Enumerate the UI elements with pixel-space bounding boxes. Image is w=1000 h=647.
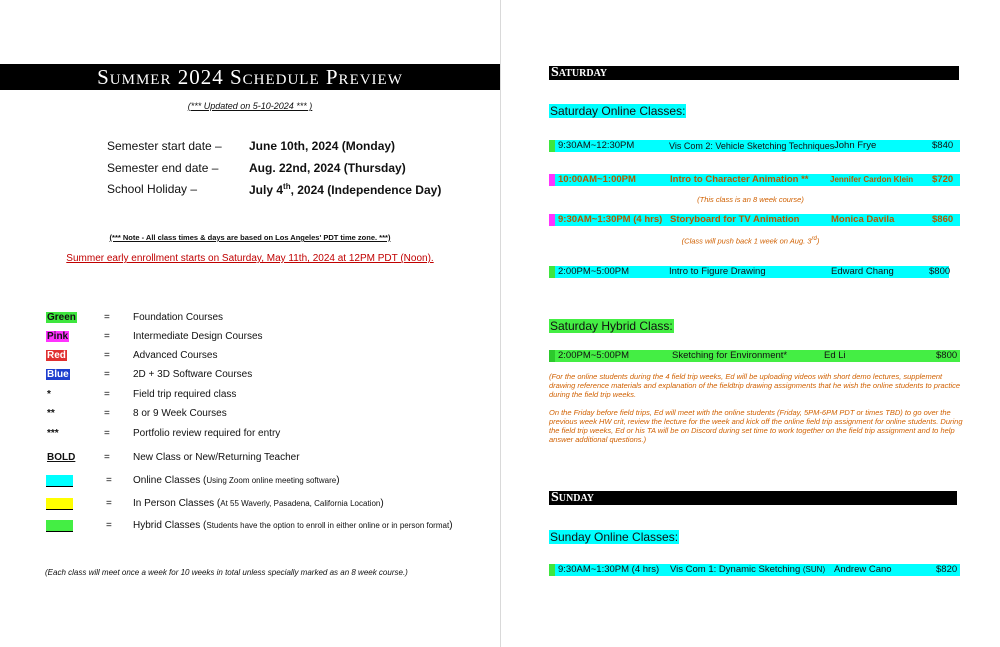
format-eq: = [106, 498, 112, 509]
class-price: $860 [932, 214, 954, 225]
legend-key-double-asterisk: ** [47, 408, 55, 419]
footnote: (Each class will meet once a week for 10 weeks in total unless specially marked as an 8 week course.) [45, 568, 408, 577]
class-title: Sketching for Environment* [672, 350, 788, 361]
legend-key-asterisk: * [47, 389, 51, 400]
legend-desc-foundation: Foundation Courses [133, 312, 224, 323]
format-in-person-text: In Person Classes ( [133, 498, 221, 509]
course-level-marker [549, 266, 555, 278]
format-in-person-close: ) [380, 498, 384, 509]
legend-eq: = [104, 350, 110, 361]
class-time: 2:00PM~5:00PM [558, 350, 630, 361]
course-level-marker [549, 214, 555, 226]
format-online-text: Online Classes ( [133, 475, 207, 486]
course-level-marker [549, 350, 555, 362]
timezone-note: (*** Note - All class times & days are based on Los Angeles' PDT time zone. ***) [109, 233, 391, 242]
saturday-banner: Saturday [549, 66, 959, 80]
class-row [549, 174, 960, 186]
legend-desc-week-courses: 8 or 9 Week Courses [133, 408, 227, 419]
legend-eq: = [104, 452, 110, 463]
saturday-hybrid-heading: Saturday Hybrid Class: [550, 319, 673, 333]
legend-eq: = [104, 312, 110, 323]
holiday-value-rest: , 2024 (Independence Day) [290, 183, 442, 197]
format-hybrid-desc [133, 520, 453, 531]
hybrid-note-online: (For the online students during the 4 field trip weeks, Ed will be uploading videos with short demo lectures, supplement drawing reference materials and explanation of the fieldtrip drawing assignments that he wish the online students to practice during the field trip weeks. [549, 372, 961, 399]
format-in-person-detail: At 55 Waverly, Pasadena, California Location [220, 499, 381, 508]
course-level-marker [549, 174, 555, 186]
end-date-label: Semester end date – [107, 161, 219, 175]
pushback-note [501, 236, 1000, 246]
class-row [549, 140, 960, 152]
sunday-online-heading: Sunday Online Classes: [550, 530, 679, 544]
class-title [670, 564, 825, 576]
class-row [549, 266, 949, 278]
legend-key-pink: Pink [47, 331, 69, 342]
class-row [549, 350, 960, 362]
hybrid-note-friday: On the Friday before field trips, Ed will meet with the online students (Friday, 5PM-6PM PDT or times TBD) to go over the previous week HW crit, review the lecture for the week and kick off the online field trip assignment for online students. During the field trip weeks, Ed or his TA will be on Discord during set time to work together on the field trip assignment and to help answer additional questions.) [549, 408, 963, 444]
legend-eq: = [104, 428, 110, 439]
start-date-value: June 10th, 2024 (Monday) [249, 139, 396, 153]
class-price: $800 [936, 350, 958, 361]
updated-note: (*** Updated on 5-10-2024 *** ) [187, 101, 313, 111]
class-title-day: (SUN) [802, 565, 826, 574]
format-online-detail: Using Zoom online meeting software [206, 476, 337, 485]
class-teacher: Edward Chang [831, 266, 894, 277]
swatch-online [46, 475, 73, 487]
format-hybrid-text: Hybrid Classes ( [133, 520, 207, 531]
format-eq: = [106, 475, 112, 486]
format-hybrid-close: ) [449, 520, 453, 531]
class-row [549, 214, 960, 226]
class-title: Intro to Figure Drawing [669, 266, 766, 277]
legend-eq: = [104, 408, 110, 419]
class-price: $800 [929, 266, 951, 277]
legend-desc-intermediate: Intermediate Design Courses [133, 331, 263, 342]
class-title: Intro to Character Animation ** [670, 174, 809, 185]
schedule-page-2 [501, 0, 1000, 647]
format-online-close: ) [336, 475, 340, 486]
class-title: Vis Com 2: Vehicle Sketching Techniques [669, 141, 835, 151]
format-in-person-desc [133, 498, 384, 509]
class-title-text: Vis Com 1: Dynamic Sketching [670, 564, 801, 575]
class-price: $840 [932, 140, 954, 151]
holiday-value-main: July 4 [249, 183, 284, 197]
legend-eq: = [104, 331, 110, 342]
eight-week-note: (This class is an 8 week course) [697, 195, 804, 204]
course-level-marker [549, 564, 555, 576]
class-time: 10:00AM~1:00PM [558, 174, 636, 185]
legend-desc-field-trip: Field trip required class [133, 389, 237, 400]
start-date-label: Semester start date – [107, 139, 222, 153]
class-teacher: Monica Davila [831, 214, 895, 225]
format-online-desc [133, 475, 340, 486]
legend-desc-portfolio: Portfolio review required for entry [133, 428, 281, 439]
early-enrollment-note: Summer early enrollment starts on Saturday, May 11th, 2024 at 12PM PDT (Noon). [66, 253, 434, 264]
class-time: 9:30AM~12:30PM [558, 140, 635, 151]
end-date-value: Aug. 22nd, 2024 (Thursday) [249, 161, 406, 175]
class-price: $820 [936, 564, 958, 575]
holiday-label: School Holiday – [107, 182, 198, 196]
class-price: $720 [932, 174, 954, 185]
legend-eq: = [104, 369, 110, 380]
swatch-hybrid [46, 520, 73, 532]
course-level-marker [549, 140, 555, 152]
legend-desc-advanced: Advanced Courses [133, 350, 218, 361]
class-time: 9:30AM~1:30PM (4 hrs) [558, 214, 663, 225]
legend-key-blue: Blue [47, 369, 69, 380]
saturday-online-heading: Saturday Online Classes: [550, 104, 686, 118]
legend-desc-new-class: New Class or New/Returning Teacher [133, 452, 300, 463]
page-title: Summer 2024 Schedule Preview [0, 64, 500, 90]
format-eq: = [106, 520, 112, 531]
format-hybrid-detail: Students have the option to enroll in either online or in person format [206, 521, 450, 530]
legend-key-red: Red [47, 350, 66, 361]
class-teacher: Andrew Cano [834, 564, 892, 575]
legend-desc-software: 2D + 3D Software Courses [133, 369, 253, 380]
pushback-note-close: ) [816, 236, 820, 246]
legend-eq: = [104, 389, 110, 400]
class-teacher: Jennifer Cardon Klein [830, 175, 914, 184]
class-teacher: John Frye [834, 140, 877, 151]
class-title: Storyboard for TV Animation [670, 214, 800, 225]
sunday-banner: Sunday [549, 491, 957, 505]
class-teacher: Ed Li [824, 350, 846, 361]
class-time: 9:30AM~1:30PM (4 hrs) [558, 564, 660, 575]
class-time: 2:00PM~5:00PM [558, 266, 630, 277]
swatch-in-person [46, 498, 73, 510]
legend-key-bold: BOLD [47, 452, 76, 463]
holiday-value-sup: th [283, 182, 291, 191]
holiday-value [249, 182, 441, 197]
pushback-note-sup: rd [811, 236, 817, 242]
legend-key-green: Green [47, 312, 76, 323]
class-row [549, 564, 960, 576]
legend-key-triple-asterisk: *** [47, 428, 59, 439]
pushback-note-text: (Class will push back 1 week on Aug. 3 [681, 236, 812, 246]
